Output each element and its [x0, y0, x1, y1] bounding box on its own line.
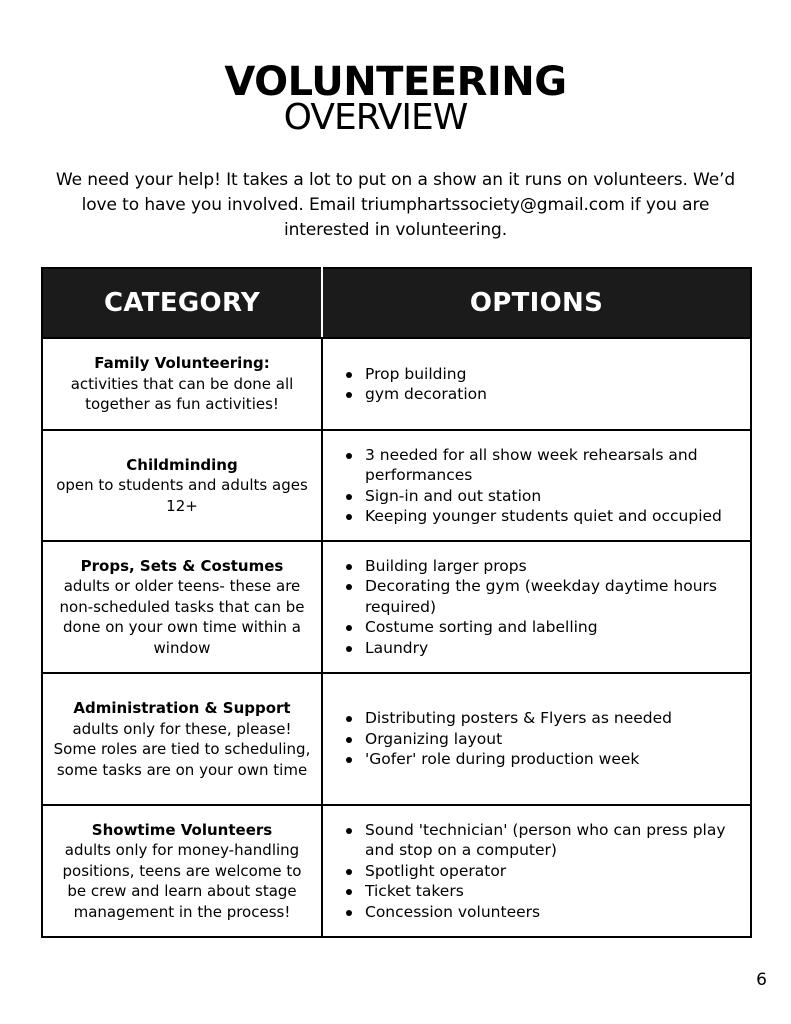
option-item: Organizing layout — [365, 729, 730, 750]
page-subtitle: OVERVIEW — [283, 97, 468, 138]
category-cell — [42, 673, 322, 805]
option-item: Decorating the gym (weekday daytime hours required) — [365, 576, 730, 617]
option-item: Building larger props — [365, 556, 730, 577]
options-cell — [322, 338, 751, 430]
category-title: Childminding — [126, 455, 238, 474]
options-list — [323, 820, 750, 923]
option-item: Concession volunteers — [365, 902, 730, 923]
option-item: gym decoration — [365, 384, 730, 405]
options-cell — [322, 673, 751, 805]
option-item: Ticket takers — [365, 881, 730, 902]
intro-paragraph: We need your help! It takes a lot to put on a show an it runs on volunteers. We’d love to have you involved. Email triumphartssociety@gmail.com if you are interested in volunteering. — [55, 170, 736, 240]
category-title: Showtime Volunteers — [91, 820, 273, 839]
options-list — [323, 556, 750, 659]
option-item: Sound 'technician' (person who can press play and stop on a computer) — [365, 820, 730, 861]
table-row — [42, 673, 751, 805]
page-number: 6 — [756, 970, 767, 990]
options-list — [323, 445, 750, 527]
category-cell — [42, 338, 322, 430]
category-description: open to students and adults ages 12+ — [56, 476, 308, 515]
category-column-header: CATEGORY — [42, 268, 322, 338]
category-cell — [42, 430, 322, 541]
volunteer-table — [41, 267, 752, 938]
option-item: Sign-in and out station — [365, 486, 730, 507]
options-column-header: OPTIONS — [322, 268, 751, 338]
option-item: Prop building — [365, 364, 730, 385]
table-row — [42, 430, 751, 541]
page-title: VOLUNTEERING — [224, 59, 567, 105]
option-item: Keeping younger students quiet and occupied — [365, 506, 730, 527]
option-item: Spotlight operator — [365, 861, 730, 882]
option-item: 3 needed for all show week rehearsals and performances — [365, 445, 730, 486]
options-list — [323, 364, 750, 405]
category-title: Family Volunteering: — [94, 354, 270, 373]
category-description: adults only for these, please! Some roles are tied to scheduling, some tasks are on your own time — [53, 719, 311, 779]
option-item: 'Gofer' role during production week — [365, 749, 730, 770]
options-cell — [322, 430, 751, 541]
options-cell — [322, 805, 751, 937]
table-row — [42, 805, 751, 937]
table-header-row — [42, 268, 751, 338]
category-description: adults only for money-handling positions, teens are welcome to be crew and learn about stage management in the process! — [62, 841, 302, 921]
options-cell — [322, 541, 751, 673]
option-item: Laundry — [365, 638, 730, 659]
option-item: Costume sorting and labelling — [365, 617, 730, 638]
category-cell — [42, 805, 322, 937]
category-cell — [42, 541, 322, 673]
table-row — [42, 338, 751, 430]
category-description: activities that can be done all together as fun activities! — [70, 374, 294, 414]
table-row — [42, 541, 751, 673]
option-item: Distributing posters & Flyers as needed — [365, 708, 730, 729]
category-title: Props, Sets & Costumes — [80, 556, 284, 575]
category-description: adults or older teens- these are non-scheduled tasks that can be done on your own time within a window — [59, 577, 305, 657]
category-title: Administration & Support — [73, 699, 291, 717]
options-list — [323, 708, 750, 770]
